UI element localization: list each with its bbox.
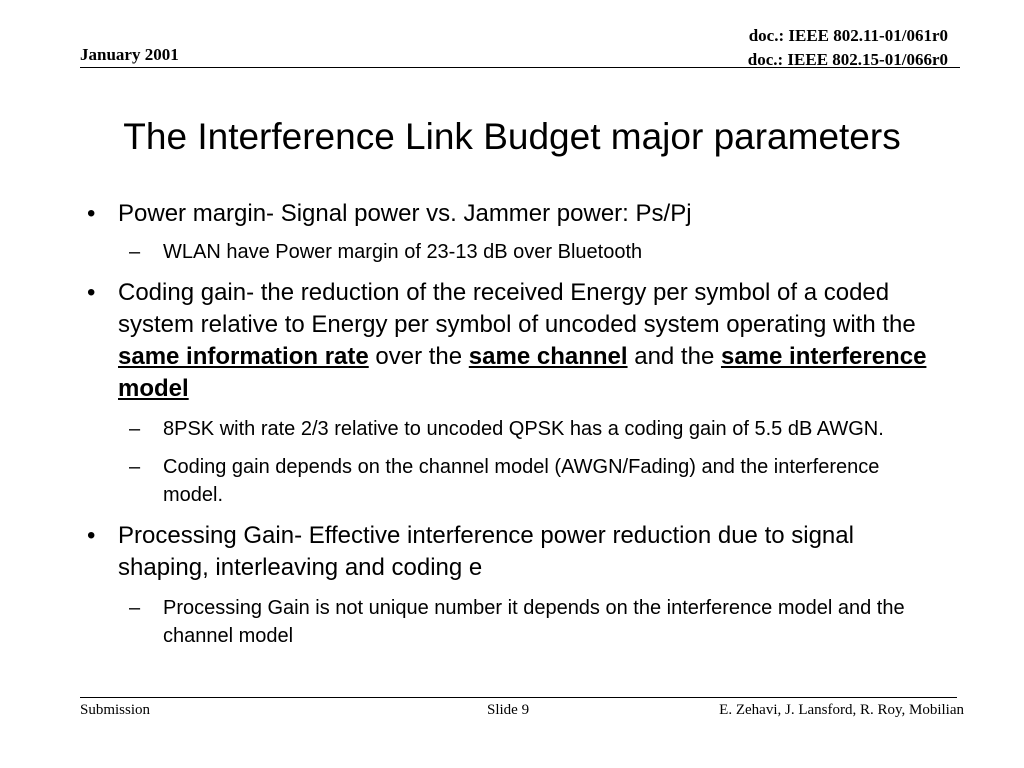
slide-body: [84, 198, 944, 650]
sub-bullet-text: Processing Gain is not unique number it depends on the interference model and the channel model: [163, 597, 905, 647]
dash-marker: –: [129, 456, 141, 478]
doc-id-80215: doc.: IEEE 802.15-01/066r0: [747, 50, 948, 69]
bullet-text: Processing Gain- Effective interference power reduction due to signal shaping, interleaving and coding e: [118, 522, 854, 581]
footer-authors: E. Zehavi, J. Lansford, R. Roy, Mobilian: [719, 702, 964, 718]
bullet-text: Power margin- Signal power vs. Jammer power: Ps/Pj: [118, 200, 692, 227]
coding-gain-text-c: and the: [627, 343, 721, 370]
emphasis-same-channel: same channel: [468, 343, 628, 370]
slide-title: The Interference Link Budget major parameters: [123, 116, 901, 157]
coding-gain-text-b: over the: [368, 343, 469, 370]
footer-slide-number: Slide 9: [487, 702, 530, 718]
dash-marker: –: [129, 597, 141, 619]
dash-marker: –: [129, 241, 141, 263]
sub-bullet-text: Coding gain depends on the channel model (AWGN/Fading) and the interference model.: [163, 456, 880, 506]
coding-gain-text-a: Coding gain- the reduction of the received Energy per symbol of a coded system relative to Energy per symbol of uncoded system operating with the: [118, 279, 916, 338]
bullet-marker: •: [87, 200, 96, 227]
bullet-processing-gain: [84, 520, 944, 584]
dash-marker: –: [129, 418, 141, 440]
bullet-marker: •: [87, 279, 96, 306]
emphasis-same-information-rate: same information rate: [118, 343, 369, 370]
footer-submission: Submission: [80, 702, 151, 718]
header-divider: [80, 67, 960, 68]
bullet-marker: •: [87, 522, 96, 549]
header-doc-ids: [748, 24, 948, 72]
header-date: January 2001: [80, 45, 179, 64]
doc-id-80211: doc.: IEEE 802.11-01/061r0: [748, 26, 948, 45]
sub-bullet-wlan-margin: [84, 238, 944, 266]
emphasis-same-interference-model: same interference model: [118, 343, 927, 402]
sub-bullet-8psk: [84, 415, 944, 443]
sub-bullet-text: 8PSK with rate 2/3 relative to uncoded QPSK has a coding gain of 5.5 dB AWGN.: [163, 418, 884, 440]
bullet-text: [118, 279, 926, 402]
sub-bullet-text: WLAN have Power margin of 23-13 dB over Bluetooth: [163, 241, 643, 263]
bullet-coding-gain: [84, 277, 944, 405]
sub-bullet-channel-model: [84, 453, 944, 509]
sub-bullet-processing-gain: [84, 594, 944, 650]
footer-divider: [80, 697, 957, 698]
bullet-power-margin: [84, 198, 944, 230]
